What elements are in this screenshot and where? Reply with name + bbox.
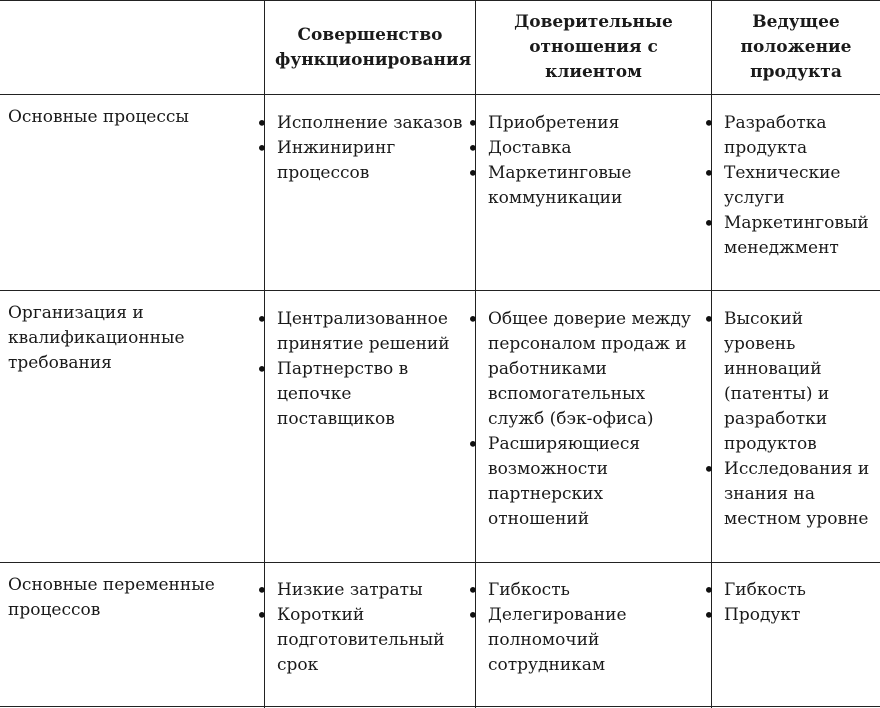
- row2-col1-list: [277, 307, 475, 432]
- list-item: • Расширяющиеся возможности партнерских отношений: [488, 432, 648, 532]
- row1-col1-cell: [277, 111, 475, 186]
- row3-label: Основные переменные процессов: [8, 575, 215, 620]
- row3-col2-cell: [488, 578, 703, 678]
- list-item: • Продукт: [724, 603, 878, 628]
- row3-col3-list: [724, 578, 878, 628]
- row1-col3-list: [724, 111, 878, 261]
- list-item: • Исполнение заказов: [277, 111, 475, 136]
- header-product-leadership: [712, 1, 880, 94]
- header-customer-intimacy: [476, 1, 711, 94]
- row2-col3-list: [724, 307, 878, 532]
- list-item: • Разработка продукта: [724, 111, 834, 161]
- list-item: • Доставка: [488, 136, 703, 161]
- row1-col3-cell: [724, 111, 878, 261]
- list-item: • Централизованное принятие решений: [277, 307, 475, 357]
- list-item: • Исследования и знания на местном уровне: [724, 457, 878, 532]
- row2-col3-cell: [724, 307, 878, 532]
- list-item: • Маркетинговые коммуникации: [488, 161, 648, 211]
- header-operational-excellence: [265, 1, 475, 94]
- row1-col2-cell: [488, 111, 703, 211]
- list-item: • Маркетинговый менеджмент: [724, 211, 878, 261]
- list-item: • Партнерство в цепочке поставщиков: [277, 357, 417, 432]
- row1-label: Основные процессы: [8, 107, 189, 127]
- list-item: • Технические услуги: [724, 161, 844, 211]
- list-item: • Высокий уровень инноваций (патенты) и разработки продуктов: [724, 307, 854, 457]
- row-label-key-variables: [0, 563, 245, 623]
- list-item: • Короткий подготовительный срок: [277, 603, 457, 678]
- list-item: • Низкие затраты: [277, 578, 475, 603]
- row3-col3-cell: [724, 578, 878, 628]
- row2-col1-cell: [277, 307, 475, 432]
- row2-col2-cell: [488, 307, 710, 532]
- row3-col2-list: [488, 578, 703, 678]
- list-item: • Гибкость: [724, 578, 878, 603]
- header-col1-text: Совершенство функционирования: [275, 24, 472, 70]
- list-item: • Общее доверие между персоналом продаж и работниками вспомогательных служб (бэк-офиса): [488, 307, 703, 432]
- row-label-organization: [0, 291, 230, 376]
- row2-label: Организация и квалификационные требования: [8, 303, 185, 373]
- list-item: • Гибкость: [488, 578, 703, 603]
- row1-col1-list: [277, 111, 475, 186]
- list-item: • Приобретения: [488, 111, 703, 136]
- header-col2-text: Доверительные отношения с клиентом: [514, 12, 673, 82]
- header-col3-text: Ведущее положение продукта: [740, 12, 852, 82]
- row2-col2-list: [488, 307, 710, 532]
- list-item: • Инжиниринг процессов: [277, 136, 427, 186]
- row3-col1-cell: [277, 578, 475, 678]
- row3-col1-list: [277, 578, 475, 678]
- row-label-core-processes: [0, 95, 264, 130]
- row1-col2-list: [488, 111, 703, 211]
- list-item: • Делегирование полномочий сотрудникам: [488, 603, 633, 678]
- table-border-bottom: [0, 706, 880, 707]
